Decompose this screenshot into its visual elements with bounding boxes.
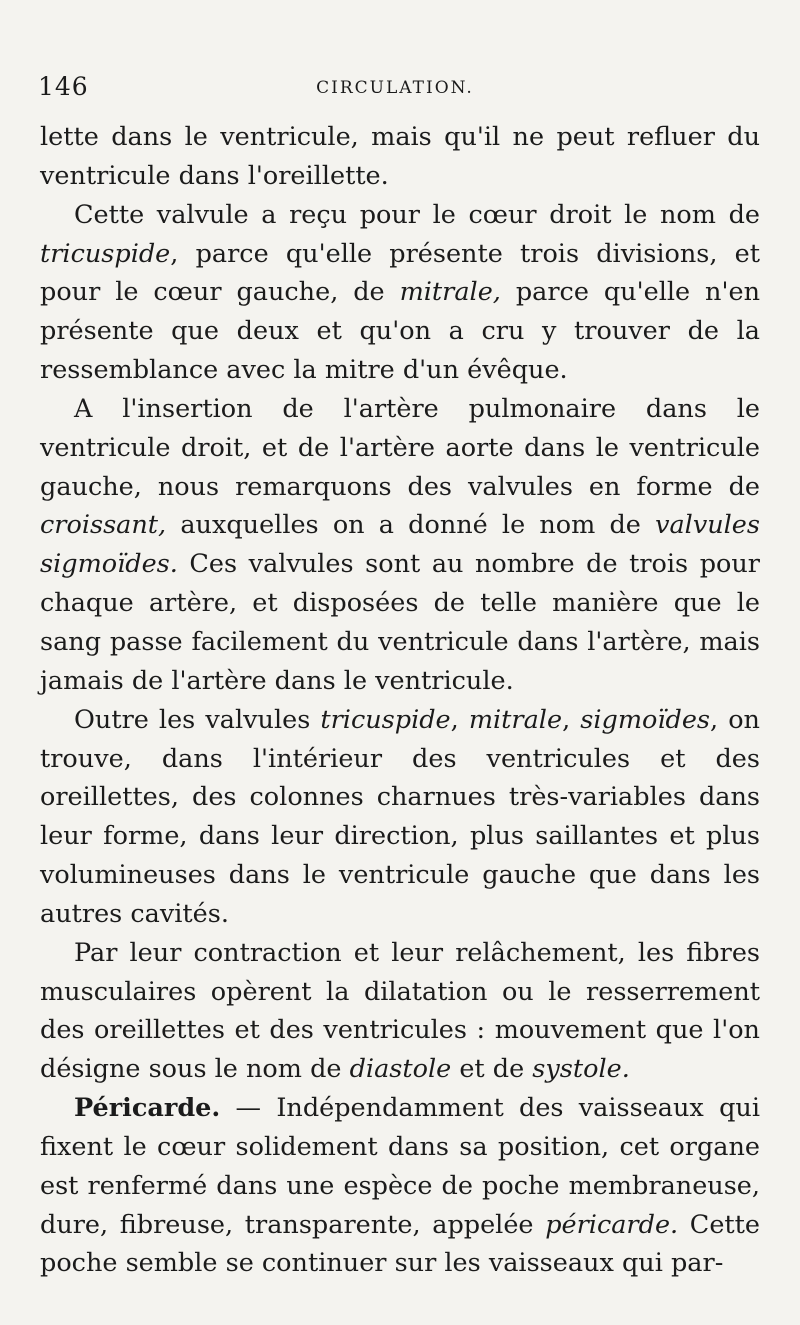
italic-term: systole. (532, 1054, 630, 1085)
running-title: CIRCULATION. (316, 78, 474, 98)
text-run: lette dans le ventricule, mais qu'il ne peut refluer du ventricule dans l'oreillette. (40, 122, 760, 191)
italic-term: croissant, (40, 510, 167, 541)
italic-term: péricarde. (545, 1209, 679, 1240)
text-run: — Indépendamment des vaisseaux qui fixent le cœur solidement dans sa position, cet organe est renfermé dans une espèce de poche membraneuse, dure, fibreuse, transparente, appelée (40, 1093, 760, 1240)
italic-term: mitrale (468, 704, 563, 735)
text-run: , on trouve, dans l'intérieur des ventricules et des oreillettes, des colonnes charnues très-variables dans leur forme, dans leur direction, plus saillantes et plus volumineuses dans le ventricule gauche que dans les autres cavités. (40, 704, 760, 929)
italic-term: tricuspide (320, 704, 451, 735)
text-run: auxquelles on a donné le nom de (166, 510, 656, 541)
italic-term: sigmoïdes (580, 704, 711, 735)
paragraph (40, 1089, 760, 1283)
text-run: Cette poche semble se continuer sur les vaisseaux qui par- (40, 1209, 760, 1279)
text-run: parce qu'elle n'en présente que deux et qu'on a cru y trouver de la ressemblance avec la mitre d'un évêque. (40, 277, 760, 386)
text-run: , parce qu'elle présente trois divisions, et pour le cœur gauche, de (40, 238, 760, 308)
paragraph (40, 196, 760, 390)
text-body (40, 118, 760, 1283)
text-run: Outre les valvules (74, 704, 321, 735)
paragraph (40, 390, 760, 701)
italic-term: mitrale, (399, 277, 501, 308)
paragraph (40, 701, 760, 934)
paragraph (40, 934, 760, 1089)
text-run: A l'insertion de l'artère pulmonaire dans le ventricule droit, et de l'artère aorte dans le ventricule gauche, nous remarquons des valvules en forme de (40, 393, 760, 502)
italic-term: tricuspide (40, 238, 171, 269)
text-run: Ces valvules sont au nombre de trois pour chaque artère, et disposées de telle manière que le sang passe facilement du ventricule dans l'artère, mais jamais de l'artère dans le ventricule. (40, 549, 760, 696)
text-run: , (450, 704, 469, 735)
page-number: 146 (38, 72, 89, 101)
paragraph (40, 118, 760, 196)
section-heading: Péricarde. (74, 1093, 221, 1124)
text-run: Par leur contraction et leur relâchement, les fibres musculaires opèrent la dilatation ou le resserrement des oreillettes et des ventricules : mouvement que l'on désigne sous le nom de (40, 937, 760, 1085)
text-run: , (562, 704, 581, 735)
running-head (30, 72, 760, 112)
text-run: Cette valvule a reçu pour le cœur droit le nom de (74, 199, 760, 230)
italic-term: valvules sigmoïdes. (40, 510, 760, 580)
italic-term: diastole (349, 1054, 452, 1085)
text-run: et de (451, 1054, 533, 1085)
